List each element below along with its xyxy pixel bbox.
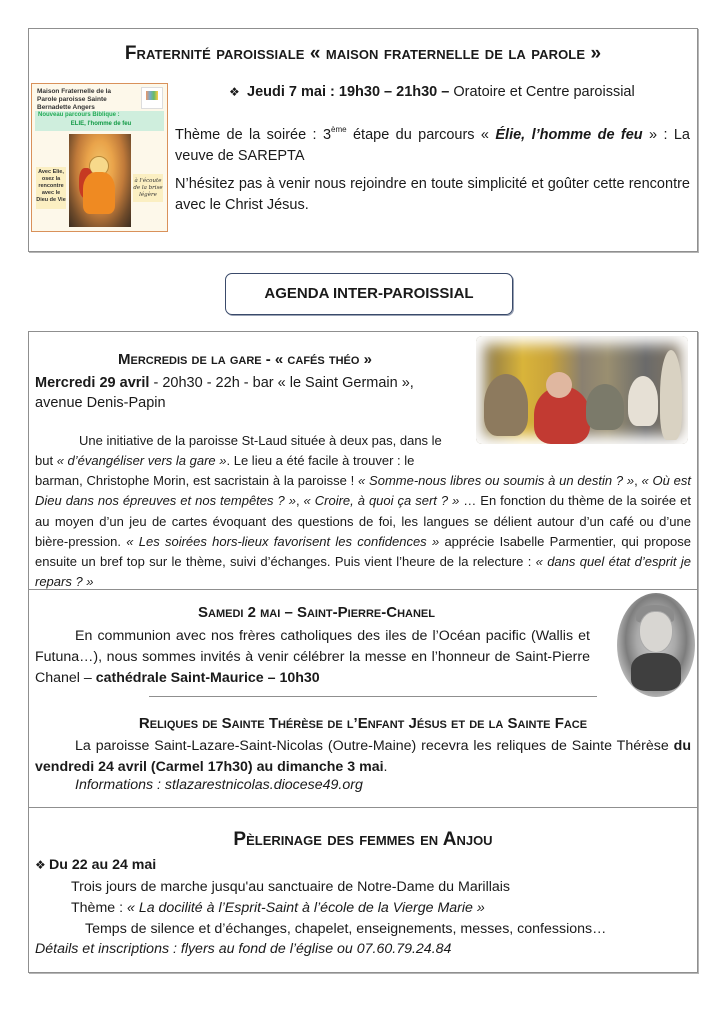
agenda-section <box>28 331 698 808</box>
pelerinage-line3: Temps de silence et d’échanges, chapelet, enseignements, messes, confessions… <box>85 921 607 937</box>
fraternite-date <box>229 84 635 100</box>
pelerinage-theme: Thème : « La docilité à l’Esprit-Saint à l’école de la Vierge Marie » <box>71 900 485 916</box>
poster-header: Maison Fraternelle de la Parole paroisse Sainte Bernadette Angers <box>37 88 112 111</box>
pelerinage-line1: Trois jours de marche jusqu'au sanctuaire de Notre-Dame du Marillais <box>71 879 511 895</box>
pelerinage-section <box>28 807 698 973</box>
chanel-title: Samedi 2 mai – Saint-Pierre-Chanel <box>198 604 435 621</box>
pelerinage-title: Pèlerinage des femmes en Anjou <box>233 829 493 850</box>
section-divider <box>29 589 697 590</box>
fraternite-theme: Thème de la soirée : 3ème étape du parcours « Élie, l’homme de feu » : La veuve de SAREPTA <box>175 125 690 164</box>
diamond-bullet-icon: ❖ <box>229 85 240 99</box>
fraternite-invitation: N’hésitez pas à venir nous rejoindre en toute simplicité et goûter cette rencontre avec le Christ Jésus. <box>175 176 690 213</box>
poster-subtitle-line2: ELIE, l'homme de feu <box>70 121 132 127</box>
pelerinage-contact: Détails et inscriptions : flyers au fond de l’église ou 07.60.79.24.84 <box>35 941 452 957</box>
saint-pierre-chanel-portrait <box>617 593 695 697</box>
cafe-photo <box>476 336 688 444</box>
agenda-heading: AGENDA INTER-PAROISSIAL <box>225 273 513 315</box>
poster-right-text: à l'écoute de la brise légère <box>133 174 163 202</box>
therese-info: Informations : stlazarestnicolas.diocese49.org <box>75 777 363 793</box>
therese-text: La paroisse Saint-Lazare-Saint-Nicolas (Outre-Maine) recevra les reliques de Sainte Thérèse du vendredi 24 avril (Carmel 17h30) au dimanche 3 mai. <box>35 738 691 775</box>
elie-icon-painting <box>69 134 131 227</box>
poster-subtitle-line1: Nouveau parcours Biblique : <box>38 112 120 118</box>
cafes-paragraph-1b: but « d’évangéliser vers la gare ». Le lieu a été facile à trouver : le <box>35 453 415 468</box>
parish-logo-icon <box>141 87 163 109</box>
fraternite-place: Oratoire et Centre paroissial <box>449 84 635 100</box>
poster-left-text: Avec Elie, osez la rencontre avec le Dieu de Vie <box>36 167 66 209</box>
pelerinage-dates: ❖ Du 22 au 24 mai <box>35 857 157 873</box>
fraternite-date-time: Jeudi 7 mai : 19h30 – 21h30 – <box>247 84 450 100</box>
fraternite-section <box>28 28 698 252</box>
diamond-bullet-icon: ❖ <box>35 858 46 872</box>
poster-subtitle <box>35 111 164 131</box>
chanel-text: En communion avec nos frères catholiques des iles de l’Océan pacific (Wallis et Futuna…), nous sommes invités à venir célébrer la messe en l’honneur de Saint-Pierre Chanel – cathédrale Saint-Maurice – 10h30 <box>35 628 590 686</box>
cafes-theo-when: Mercredi 29 avril - 20h30 - 22h - bar « le Saint Germain », avenue Denis-Papin <box>35 375 414 411</box>
fraternite-title: Fraternité paroissiale « maison fraternelle de la parole » <box>124 43 602 64</box>
cafes-paragraph-2: barman, Christophe Morin, est sacristain à la paroisse ! « Somme-nous libres ou soumis à un destin ? », « Où est Dieu dans nos épreuves et nos tempêtes ? », « Croire, à quoi ça sert ? » … En fonction du thème de la soirée et au moyen d’un jeu de cartes évoquant des questions de foi, les langues se délient autour d’un café ou d’une bière-pression. « Les soirées hors-lieux favorisent les confidences » apprécie Isabelle Parmentier, qui propose ensuite un bref top sur le thème, suivi d’échanges. Puis vient l’heure de la relecture : « dans quel état d’esprit je repars ? » <box>35 473 691 590</box>
cafes-theo-title: Mercredis de la gare - « cafés théo » <box>118 351 372 368</box>
therese-title: Reliques de Sainte Thérèse de l’Enfant Jésus et de la Sainte Face <box>138 715 588 732</box>
cafes-paragraph-1: Une initiative de la paroisse St-Laud située à deux pas, dans le <box>79 433 442 448</box>
parcours-poster-image <box>31 83 168 232</box>
horizontal-rule <box>149 696 597 697</box>
